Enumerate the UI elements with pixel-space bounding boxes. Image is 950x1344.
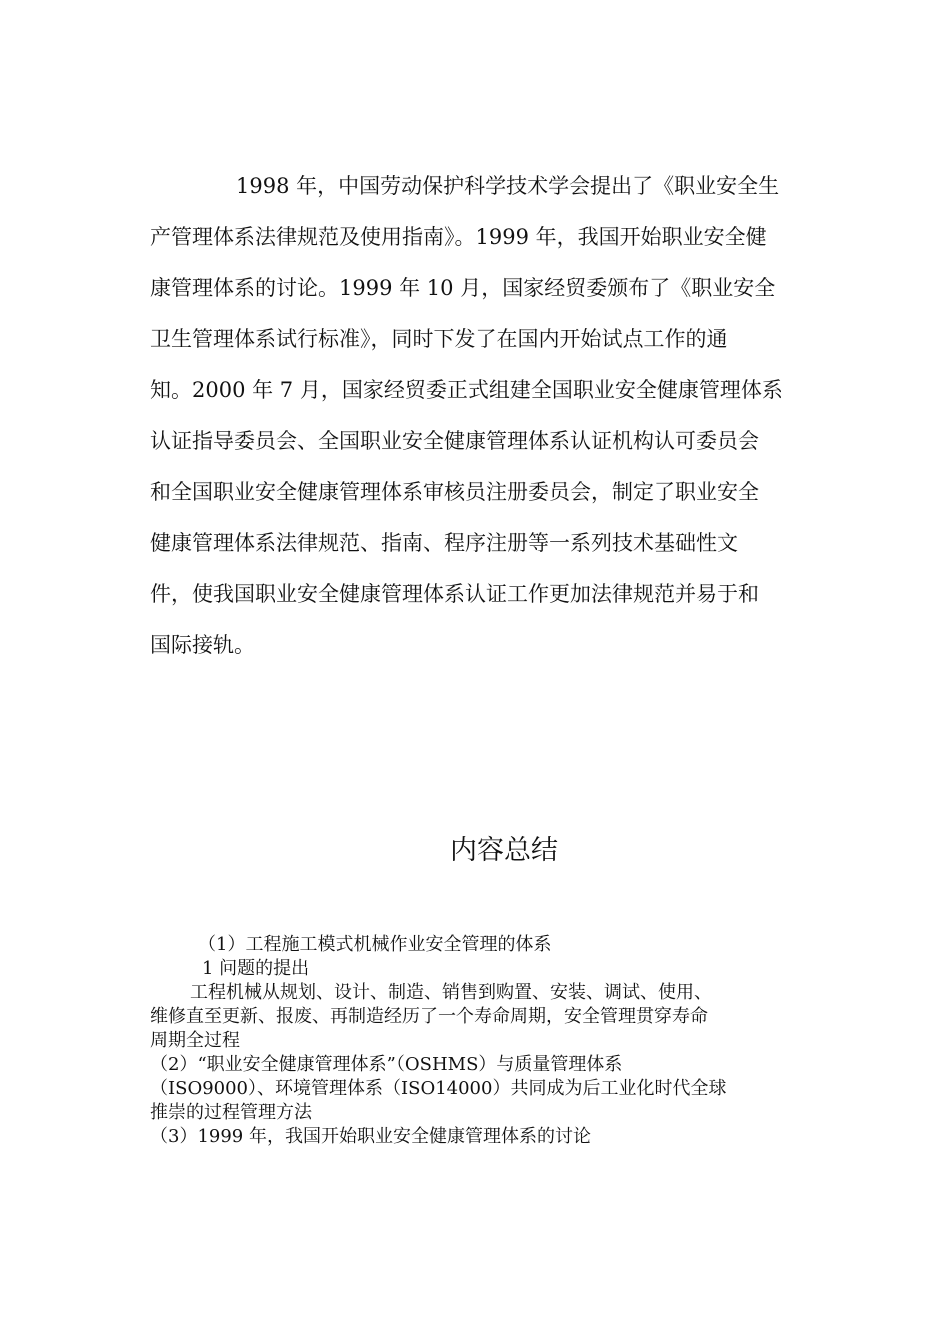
paragraph-line: 知。2000 年 7 月，国家经贸委正式组建全国职业安全健康管理体系 xyxy=(150,378,783,402)
paragraph-line: 康管理体系的讨论。1999 年 10 月，国家经贸委颁布了《职业安全 xyxy=(150,276,776,300)
paragraph-line: 国际接轨。 xyxy=(150,633,255,657)
paragraph-line: 和全国职业安全健康管理体系审核员注册委员会，制定了职业安全 xyxy=(150,480,759,504)
paragraph-line: 件，使我国职业安全健康管理体系认证工作更加法律规范并易于和 xyxy=(150,582,759,606)
paragraph-line: 产管理体系法律规范及使用指南》。1999 年，我国开始职业安全健 xyxy=(150,225,767,249)
paragraph-line: 健康管理体系法律规范、指南、程序注册等一系列技术基础性文 xyxy=(150,531,738,555)
summary-line: （ISO9000）、环境管理体系（ISO14000）共同成为后工业化时代全球 xyxy=(150,1078,727,1099)
summary-line: 工程机械从规划、设计、制造、销售到购置、安装、调试、使用、 xyxy=(190,982,712,1003)
summary-line: （2）“职业安全健康管理体系”（OSHMS）与质量管理体系 xyxy=(150,1054,623,1075)
summary-line: 1 问题的提出 xyxy=(202,958,310,979)
paragraph-line: 1998 年，中国劳动保护科学技术学会提出了《职业安全生 xyxy=(236,174,780,198)
summary-line: （3）1999 年，我国开始职业安全健康管理体系的讨论 xyxy=(150,1126,591,1147)
summary-line: 推崇的过程管理方法 xyxy=(150,1102,312,1123)
paragraph-line: 卫生管理体系试行标准》，同时下发了在国内开始试点工作的通 xyxy=(150,327,728,351)
summary-line: （1）工程施工模式机械作业安全管理的体系 xyxy=(198,934,552,955)
summary-line: 维修直至更新、报废、再制造经历了一个寿命周期，安全管理贯穿寿命 xyxy=(150,1006,708,1027)
summary-title: 内容总结 xyxy=(450,835,558,866)
paragraph-line: 认证指导委员会、全国职业安全健康管理体系认证机构认可委员会 xyxy=(150,429,759,453)
summary-line: 周期全过程 xyxy=(150,1030,240,1051)
